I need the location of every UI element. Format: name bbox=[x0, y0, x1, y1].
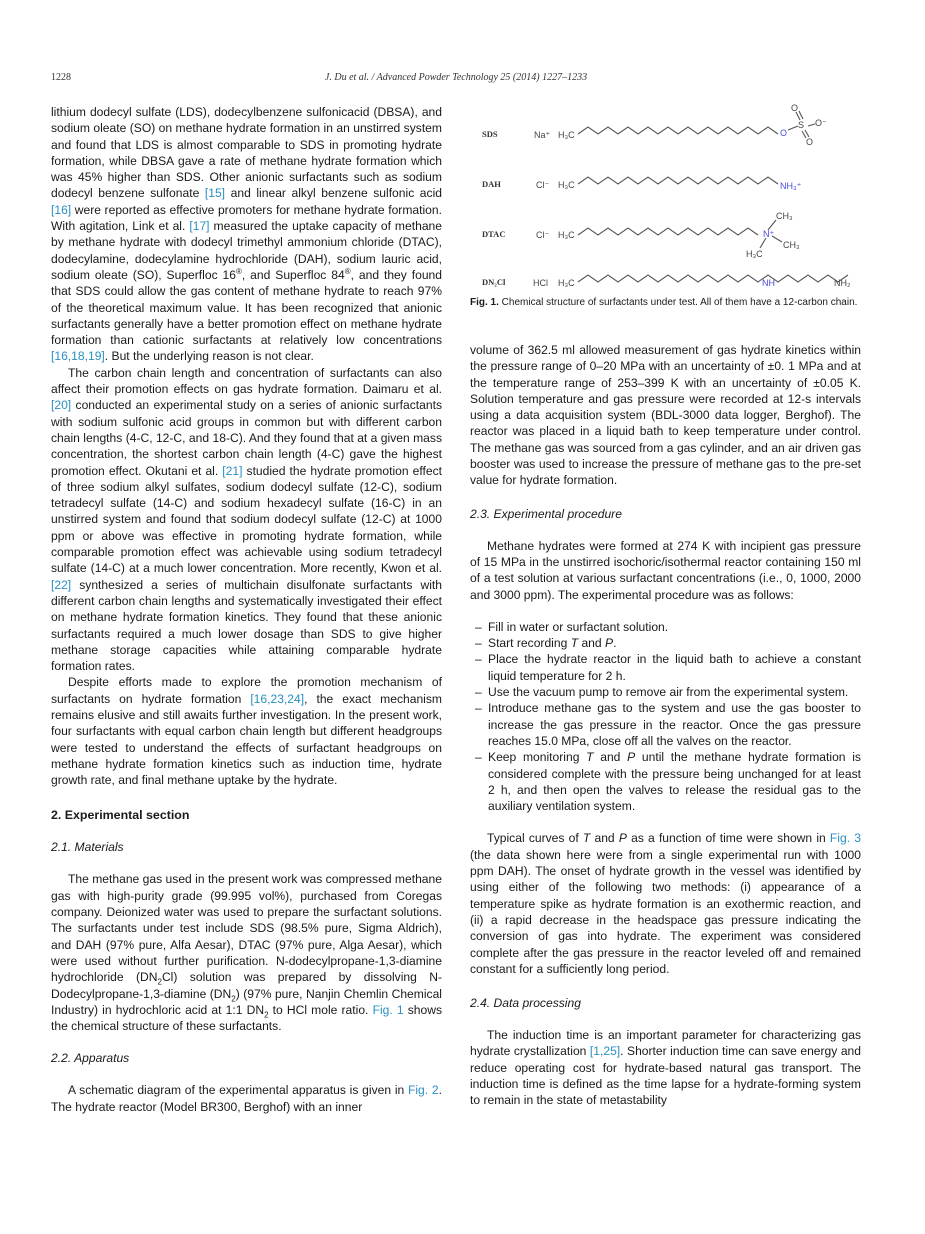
figure-1-chemical-structures bbox=[470, 102, 861, 292]
right-column bbox=[470, 102, 861, 1109]
procedure-step: – Introduce methane gas to the system and use the gas booster to increase the gas pressure in the reactor. Once the gas pressure reaches 15.0 MPa, close off all the valves on the reactor. bbox=[470, 700, 861, 749]
citation-link-15[interactable]: [15] bbox=[204, 186, 226, 201]
subsection-heading-procedure: 2.3. Experimental procedure bbox=[470, 506, 622, 521]
svg-text:SDS: SDS bbox=[482, 129, 498, 139]
typical-curves-paragraph: Typical curves of T and P as a function of time were shown in Fig. 3 (the data shown here were from a single experimental run with 1000 ppm DAH). The onset of hydrate growth in the vessel was identified by using either of the following two methods: (i) appearance of a temperature spike as hydrate formation is an exothermic reaction, and (ii) a rapid decrease in the headspace gas pressure indicating the conversion of gas into hydrate. The experiment was considered complete after the gas pressure in the reactor leveled off and remained constant for a sufficiently long period. bbox=[470, 831, 861, 976]
figure-3-link[interactable]: Fig. 3 bbox=[829, 831, 861, 846]
svg-text:Cl⁻: Cl⁻ bbox=[536, 180, 550, 190]
apparatus-paragraph: A schematic diagram of the experimental apparatus is given in Fig. 2. The hydrate reactor (Model BR300, Berghof) with an inner bbox=[51, 1083, 442, 1114]
citation-link-1-25[interactable]: [1,25] bbox=[589, 1044, 621, 1059]
svg-text:Na⁺: Na⁺ bbox=[534, 130, 551, 140]
svg-text:DAH: DAH bbox=[482, 179, 501, 189]
left-column bbox=[51, 104, 442, 1115]
svg-text:DTAC: DTAC bbox=[482, 229, 506, 239]
citation-link-21[interactable]: [21] bbox=[222, 463, 243, 478]
svg-text:NH₂: NH₂ bbox=[834, 278, 851, 288]
procedure-step: – Fill in water or surfactant solution. bbox=[470, 619, 861, 635]
intro-paragraph-3: Despite efforts made to explore the promotion mechanism of surfactants on hydrate formation [16,23,24], the exact mechanism remains elusive and still awaits further investigation. In the present work, four surfactants with equal carbon chain length but different headgroups were tested to understand the effects of surfactant headgroups on methane hydrate formation kinetics such as induction time, hydrate growth rate, and final methane uptake by the hydrate. bbox=[51, 675, 442, 788]
svg-text:H₃C: H₃C bbox=[558, 180, 575, 190]
svg-text:H₃C: H₃C bbox=[558, 130, 575, 140]
section-heading-experimental: 2. Experimental section bbox=[51, 808, 190, 823]
materials-paragraph: The methane gas used in the present work was compressed methane gas with high-purity grade (99.995 vol%), purchased from Coregas company. Deionized water was used to prepare the surfactant solutions. The surfactants under test include SDS (98.5% pure, Sigma Aldrich), and DAH (97% pure, Alfa Aesar), DTAC (97% pure, Alga Aesar), which were used without further purification. N-dodecylpropane-1,3-diamine hydrochloride $(DN_2Cl)$ solution was prepared by dissolving N-Dodecylpropane-1,3-diamine $(DN_2)$ (97% pure, Nanjin Chemlin Chemical Industry) in hydrochloric acid at 1:1 $DN_2$ to HCl mole ratio. Fig. 1 shows the chemical structure of these surfactants. bbox=[51, 872, 443, 1034]
svg-text:O⁻: O⁻ bbox=[815, 118, 827, 128]
figure-1-link[interactable]: Fig. 1 bbox=[372, 1002, 404, 1017]
citation-link-16-23-24[interactable]: [16,23,24] bbox=[250, 691, 305, 706]
citation-link-16[interactable]: [16] bbox=[51, 202, 72, 217]
procedure-steps-list bbox=[470, 619, 861, 815]
svg-text:H₃C: H₃C bbox=[746, 249, 763, 259]
page-number: 1228 bbox=[51, 72, 71, 83]
svg-text:CH₃: CH₃ bbox=[776, 211, 793, 221]
svg-text:H₃C: H₃C bbox=[558, 278, 575, 288]
svg-text:O: O bbox=[780, 128, 788, 138]
procedure-step: – Keep monitoring T and P until the methane hydrate formation is considered complete with the pressure being unchanged for at least 2 h, and then open the valves to release the residual gas to the auxiliary ventilation system. bbox=[470, 749, 861, 814]
svg-text:H₃C: H₃C bbox=[558, 230, 575, 240]
svg-text:Cl⁻: Cl⁻ bbox=[536, 230, 550, 240]
procedure-step: – Use the vacuum pump to remove air from the experimental system. bbox=[470, 684, 861, 700]
figure-2-link[interactable]: Fig. 2 bbox=[407, 1083, 439, 1098]
data-processing-paragraph: The induction time is an important parameter for characterizing gas hydrate crystallization [1,25]. Shorter induction time can save energy and reduce operating cost for hydrate-based natural gas transport. The induction time is defined as the time lapse for a hydrate-forming system to remain in the state of metastability bbox=[470, 1028, 861, 1108]
svg-text:O: O bbox=[806, 137, 814, 147]
svg-text:HCl: HCl bbox=[533, 278, 548, 288]
surfactant-structures-diagram bbox=[470, 102, 861, 292]
subsection-heading-materials: 2.1. Materials bbox=[51, 840, 124, 855]
figure-1-caption: Fig. 1. Chemical structure of surfactants under test. All of them have a 12-carbon chain. bbox=[470, 297, 858, 308]
svg-text:NH: NH bbox=[762, 278, 775, 288]
svg-text:NH₃⁺: NH₃⁺ bbox=[780, 181, 802, 191]
subsection-heading-apparatus: 2.2. Apparatus bbox=[51, 1051, 130, 1066]
svg-text:N⁺: N⁺ bbox=[763, 229, 775, 239]
apparatus-continued-paragraph: volume of 362.5 ml allowed measurement of gas hydrate kinetics within the pressure range of 0–20 MPa with an uncertainty of ±0. 1 MPa and at the temperature range of 253–399 K with an uncertainty of ±0.05 K. Solution temperature and gas pressure were recorded at 12-s intervals using a data acquisition system (BDL-3000 data logger, Berghof). The reactor was placed in a liquid bath to keep temperature under control. The methane gas was sourced from a gas cylinder, and an air driven gas booster was used to increase the pressure of methane gas to the pre-set value for hydrate formation. bbox=[470, 343, 861, 488]
journal-reference: J. Du et al. / Advanced Powder Technology 25 (2014) 1227–1233 bbox=[324, 72, 588, 83]
svg-text:O: O bbox=[791, 103, 799, 113]
procedure-step: – Place the hydrate reactor in the liquid bath to achieve a constant liquid temperature for 2 h. bbox=[470, 651, 861, 684]
citation-link-20[interactable]: [20] bbox=[51, 398, 72, 413]
citation-link-17[interactable]: [17] bbox=[189, 219, 210, 234]
procedure-paragraph: Methane hydrates were formed at 274 K with incipient gas pressure of 15 MPa in the unstirred isochoric/isothermal reactor containing 150 ml of a test solution at various surfactant concentrations (i.e., 0, 1000, 2000 and 3000 ppm). The experimental procedure was as follows: bbox=[470, 538, 861, 602]
svg-text:S: S bbox=[798, 120, 805, 130]
svg-text:CH₃: CH₃ bbox=[783, 240, 800, 250]
procedure-step: – Start recording T and P. bbox=[470, 635, 861, 651]
citation-link-16-18-19[interactable]: [16,18,19] bbox=[51, 349, 105, 364]
subsection-heading-data-processing: 2.4. Data processing bbox=[470, 996, 581, 1011]
citation-link-22[interactable]: [22] bbox=[51, 577, 72, 592]
svg-text:DN₂Cl: DN₂Cl bbox=[482, 277, 506, 287]
intro-paragraph-1: lithium dodecyl sulfate (LDS), dodecylbenzene sulfonicacid (DBSA), and sodium oleate (SO) on methane hydrate formation in an unstirred system and found that LDS is almost comparable to SDS in promoting hydrate formation, while DBSA gave a rate of methane hydrate formation which was 45% higher than SDS. Other anionic surfactants such as sodium dodecyl benzene sulfonate [15] and linear alkyl benzene sulfonic acid [16] were reported as effective promoters for methane hydrate formation. With agitation, Link et al. [17] measured the uptake capacity of methane by methane hydrate with dodecyl trimethyl ammonium chloride (DTAC), dodecylamine, dodecylamine hydrochloride (DAH), sodium lauric acid, sodium oleate (SO), Superfloc 16®, and Superfloc 84®, and they found that SDS could allow the gas content of methane hydrate to reach 97% of the theoretical maximum value. It has been recognized that anionic surfactants generally have a better promotion effect on methane hydrate formation than cationic surfactants at relatively low concentrations [16,18,19]. But the underlying reason is not clear. bbox=[51, 105, 443, 364]
running-header bbox=[51, 72, 861, 88]
intro-paragraph-2: The carbon chain length and concentration of surfactants can also affect their promotion effects on gas hydrate formation. Daimaru et al. [20] conducted an experimental study on a series of anionic surfactants with sodium sulfonic acid groups in common but with different carbon chain lengths (4-C, 12-C, and 18-C). And they found that at a given mass concentration, the shortest carbon chain length (4-C) gave the highest promotion effect. Okutani et al. [21] studied the hydrate promotion effect of three sodium alkyl sulfates, sodium dodecyl sulfate (12-C), sodium tetradecyl sulfate (14-C) and sodium hexadecyl sulfate (16-C) in an unstirred system and found that sodium dodecyl sulfate (12-C) at 1000 ppm or above was effective in promoting hydrate formation, while comparable promotion effect was achievable using sodium tetradecyl sulfate (14-C) at a much lower concentration. More recently, Kwon et al. [22] synthesized a series of multichain disulfonate surfactants with different carbon chain lengths and systematically investigated their effect on methane hydrate formation kinetics. They found that these anionic surfactants required a much lower dosage than SDS to give higher methane storage capacities while attaining comparable hydrate formation rates. bbox=[51, 365, 442, 674]
